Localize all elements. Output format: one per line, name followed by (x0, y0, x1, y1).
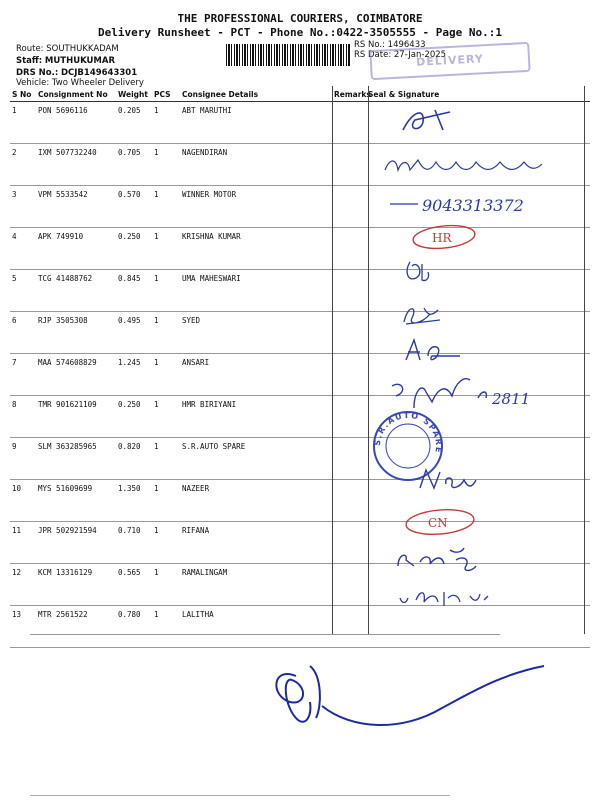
phone-note-text: 9043313372 (422, 196, 524, 215)
consignee: RIFANA (180, 522, 332, 564)
vehicle-text: Vehicle: Two Wheeler Delivery (16, 78, 144, 88)
sno: 4 (10, 228, 36, 270)
pcs: 1 (152, 396, 180, 438)
pcs: 1 (152, 228, 180, 270)
table-bottom-line (30, 634, 500, 635)
weight: 0.780 (116, 606, 152, 648)
table-row (10, 102, 590, 144)
sno: 9 (10, 438, 36, 480)
pcs: 1 (152, 186, 180, 228)
seal-text: S.R.AUTO SPARE (372, 410, 444, 455)
weight: 0.250 (116, 396, 152, 438)
staff-label: Staff: (16, 56, 43, 66)
table-header-row (10, 88, 590, 102)
pcs: 1 (152, 144, 180, 186)
remarks (332, 438, 366, 480)
consignee: HMR BIRIYANI (180, 396, 332, 438)
remarks (332, 186, 366, 228)
col-pcs: PCS (152, 88, 180, 102)
runsheet-title: Delivery Runsheet - PCT - Phone No.:0422-3505555 - Page No.:1 (98, 26, 502, 39)
note-2811: 2811 (492, 390, 531, 408)
remarks (332, 102, 366, 144)
weight: 0.570 (116, 186, 152, 228)
remarks (332, 480, 366, 522)
signature-divider-right (584, 86, 585, 634)
sno: 2 (10, 144, 36, 186)
consignee: RAMALINGAM (180, 564, 332, 606)
consignment-no: VPM 5533542 (36, 186, 116, 228)
weight: 0.205 (116, 102, 152, 144)
remarks (332, 312, 366, 354)
weight: 0.845 (116, 270, 152, 312)
sno: 3 (10, 186, 36, 228)
table-row (10, 270, 590, 312)
cn-stamp-text: CN (428, 516, 448, 530)
staff-signature (262, 646, 552, 736)
signature-13 (396, 584, 496, 610)
consignment-no: MYS 51609699 (36, 480, 116, 522)
weight: 0.565 (116, 564, 152, 606)
remarks (332, 228, 366, 270)
weight: 1.350 (116, 480, 152, 522)
cn-stamp (402, 506, 478, 538)
remarks (332, 396, 366, 438)
hr-stamp-text: HR (432, 231, 452, 245)
pcs: 1 (152, 312, 180, 354)
phone-handwriting (388, 192, 558, 218)
sno: 13 (10, 606, 36, 648)
consignment-no: TMR 901621109 (36, 396, 116, 438)
pcs: 1 (152, 438, 180, 480)
table-row (10, 606, 590, 648)
col-sno: S No (10, 88, 36, 102)
consignment-no: IXM 507732240 (36, 144, 116, 186)
consignment-no: SLM 363285965 (36, 438, 116, 480)
pcs: 1 (152, 270, 180, 312)
signature-12 (392, 544, 502, 574)
col-consignee: Consignee Details (180, 88, 332, 102)
sno: 1 (10, 102, 36, 144)
table-row (10, 438, 590, 480)
remarks (332, 522, 366, 564)
rs-number: RS No.: 1496433 (354, 40, 426, 50)
staff-line (16, 56, 115, 66)
remarks-divider-right (368, 86, 369, 634)
signature-7 (398, 334, 468, 366)
sno: 8 (10, 396, 36, 438)
sno: 11 (10, 522, 36, 564)
table-row (10, 480, 590, 522)
remarks (332, 270, 366, 312)
weight: 0.250 (116, 228, 152, 270)
remarks (332, 564, 366, 606)
sno: 10 (10, 480, 36, 522)
remarks (332, 144, 366, 186)
pcs: 1 (152, 354, 180, 396)
consignee: NAZEER (180, 480, 332, 522)
sno: 7 (10, 354, 36, 396)
table-row (10, 564, 590, 606)
table-row (10, 312, 590, 354)
col-remarks: Remarks (332, 88, 366, 102)
col-consignment: Consignment No (36, 88, 116, 102)
col-weight: Weight (116, 88, 152, 102)
pcs: 1 (152, 606, 180, 648)
signature-5 (400, 256, 440, 286)
consignment-no: RJP 3505308 (36, 312, 116, 354)
consignee: WINNER MOTOR (180, 186, 332, 228)
consignment-no: KCM 13316129 (36, 564, 116, 606)
rs-date: RS Date: 27-Jan-2025 (354, 50, 447, 60)
consignment-no: MAA 574608829 (36, 354, 116, 396)
consignment-no: APK 749910 (36, 228, 116, 270)
delivery-stamp-text: DELIVERY (415, 52, 485, 69)
svg-text:S.R.AUTO SPARE (373, 411, 443, 455)
remarks (332, 354, 366, 396)
consignee: SYED (180, 312, 332, 354)
remarks (332, 606, 366, 648)
sno: 12 (10, 564, 36, 606)
weight: 0.820 (116, 438, 152, 480)
signature-1 (395, 100, 465, 140)
weight: 1.245 (116, 354, 152, 396)
route-text: Route: SOUTHUKKADAM (16, 44, 119, 54)
consignment-no: TCG 41488762 (36, 270, 116, 312)
remarks-divider-left (332, 86, 333, 634)
hr-stamp (410, 222, 482, 252)
weight: 0.705 (116, 144, 152, 186)
consignee: S.R.AUTO SPARE (180, 438, 332, 480)
staff-name: MUTHUKUMAR (44, 56, 116, 66)
consignee: ANSARI (180, 354, 332, 396)
signature-6 (398, 300, 448, 330)
pcs: 1 (152, 522, 180, 564)
consignee: NAGENDIRAN (180, 144, 332, 186)
drs-number: DCJB149643301 (60, 68, 138, 78)
drs-label: DRS No.: (16, 68, 59, 78)
sno: 5 (10, 270, 36, 312)
consignee: KRISHNA KUMAR (180, 228, 332, 270)
sno: 6 (10, 312, 36, 354)
pcs: 1 (152, 564, 180, 606)
weight: 0.495 (116, 312, 152, 354)
barcode (226, 44, 350, 66)
consignee: ABT MARUTHI (180, 102, 332, 144)
weight: 0.710 (116, 522, 152, 564)
consignment-no: JPR 502921594 (36, 522, 116, 564)
consignment-no: PON 5696116 (36, 102, 116, 144)
consignee: UMA MAHESWARI (180, 270, 332, 312)
consignment-no: MTR 2561522 (36, 606, 116, 648)
consignee: LALITHA (180, 606, 332, 648)
pcs: 1 (152, 102, 180, 144)
col-signature: Seal & Signature (366, 88, 590, 102)
signature-2 (380, 150, 550, 178)
table-row (10, 228, 590, 270)
signature-cell (366, 606, 590, 648)
company-title: THE PROFESSIONAL COURIERS, COIMBATORE (177, 12, 423, 25)
drs-line (16, 68, 137, 78)
table-row (10, 522, 590, 564)
footer-line (30, 795, 450, 796)
signature-10 (414, 464, 484, 494)
pcs: 1 (152, 480, 180, 522)
